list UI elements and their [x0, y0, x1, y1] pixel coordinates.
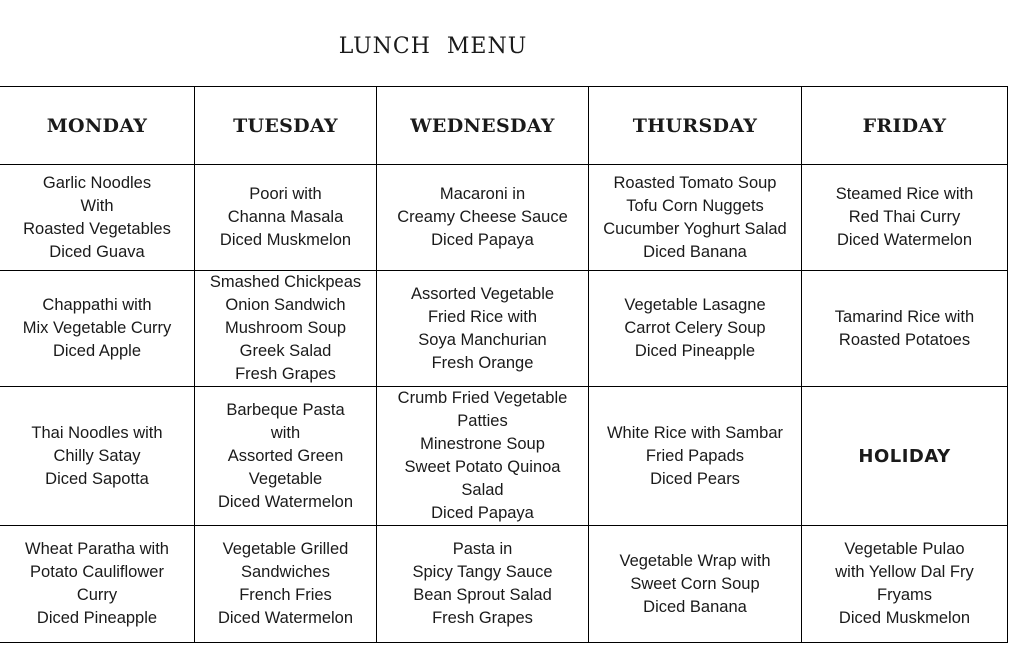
menu-item: Cucumber Yoghurt Salad: [603, 219, 787, 238]
menu-item: Roasted Potatoes: [838, 330, 971, 349]
menu-cell-friday: [802, 271, 1008, 387]
menu-cell-thursday: [589, 387, 802, 526]
menu-item: Creamy Cheese Sauce: [397, 208, 568, 226]
menu-item: Salad: [461, 481, 504, 499]
menu-item: With: [80, 196, 114, 215]
menu-item: Sandwiches: [241, 563, 330, 581]
menu-item: White Rice with Sambar: [606, 423, 784, 442]
menu-cell-tuesday: [195, 387, 377, 526]
menu-item: Roasted Vegetables: [23, 219, 171, 238]
menu-item: Vegetable: [248, 469, 323, 488]
menu-row: [0, 526, 1008, 643]
menu-item: Diced Guava: [49, 242, 145, 261]
menu-cell-thursday: [589, 271, 802, 387]
menu-item: Onion Sandwich: [225, 296, 346, 314]
day-header-wednesday: WEDNESDAY: [377, 87, 589, 165]
menu-item: Potato Cauliflower: [30, 563, 164, 581]
menu-item: Diced Pineapple: [634, 342, 756, 360]
menu-item: Tamarind Rice with: [834, 307, 975, 326]
menu-item: Diced Sapotta: [45, 469, 149, 488]
menu-item: Mushroom Soup: [224, 319, 347, 337]
menu-item: Fryams: [877, 586, 932, 604]
menu-item: Minestrone Soup: [420, 435, 545, 453]
menu-row: [0, 387, 1008, 526]
menu-cell-thursday: [589, 165, 802, 271]
menu-item: Pasta in: [452, 540, 513, 558]
menu-cell-friday: [802, 387, 1008, 526]
menu-item: Barbeque Pasta: [226, 400, 345, 419]
menu-item: Diced Pears: [650, 469, 740, 488]
menu-cell-wednesday: [377, 387, 589, 526]
menu-item: Diced Papaya: [431, 231, 534, 249]
menu-item: Poori with: [249, 185, 322, 203]
menu-item: Diced Muskmelon: [838, 609, 971, 627]
day-header-row: [0, 87, 1008, 165]
menu-item: Roasted Tomato Soup: [613, 173, 777, 192]
menu-item: Sweet Potato Quinoa: [404, 458, 561, 476]
menu-item: Smashed Chickpeas: [209, 273, 362, 291]
menu-item: Diced Watermelon: [217, 609, 354, 627]
menu-item: Diced Banana: [643, 597, 747, 616]
menu-item: Patties: [457, 412, 508, 430]
menu-item: Thai Noodles with: [31, 423, 163, 442]
menu-item: Diced Banana: [643, 242, 747, 261]
day-header-friday: FRIDAY: [802, 87, 1008, 165]
menu-cell-friday: [802, 165, 1008, 271]
menu-item: Diced Watermelon: [836, 231, 973, 249]
menu-item: Mix Vegetable Curry: [22, 319, 172, 337]
menu-item: Carrot Celery Soup: [624, 319, 766, 337]
menu-item: Fresh Grapes: [432, 609, 533, 627]
menu-item: Sweet Corn Soup: [630, 574, 760, 593]
menu-item: Tofu Corn Nuggets: [626, 196, 764, 215]
menu-item: Diced Watermelon: [217, 492, 354, 511]
menu-cell-tuesday: [195, 526, 377, 643]
menu-cell-monday: [0, 271, 195, 387]
menu-item: Vegetable Wrap with: [619, 551, 771, 570]
menu-item: Fresh Grapes: [235, 365, 336, 383]
menu-item: Diced Muskmelon: [219, 231, 352, 249]
menu-cell-tuesday: [195, 271, 377, 387]
menu-item: Diced Papaya: [431, 504, 534, 522]
menu-item: Macaroni in: [439, 185, 526, 203]
menu-item: Vegetable Grilled: [222, 540, 349, 558]
menu-item: Fresh Orange: [431, 353, 534, 372]
menu-item: Wheat Paratha with: [25, 540, 169, 558]
page-title: LUNCH MENU: [338, 34, 528, 59]
menu-item: Chappathi with: [42, 296, 152, 314]
menu-item: Vegetable Pulao: [844, 540, 965, 558]
lunch-menu-table: [0, 86, 1008, 643]
menu-cell-wednesday: [377, 165, 589, 271]
day-header-monday: MONDAY: [0, 87, 195, 165]
menu-item: Channa Masala: [227, 208, 344, 226]
menu-cell-wednesday: [377, 526, 589, 643]
menu-row: [0, 165, 1008, 271]
day-header-thursday: THURSDAY: [589, 87, 802, 165]
menu-item: Crumb Fried Vegetable: [397, 389, 568, 407]
menu-row: [0, 271, 1008, 387]
menu-item: Vegetable Lasagne: [624, 296, 766, 314]
menu-item: Fried Papads: [645, 446, 745, 465]
menu-cell-monday: [0, 526, 195, 643]
day-header-tuesday: TUESDAY: [195, 87, 377, 165]
menu-item: Diced Pineapple: [36, 609, 158, 627]
menu-item: Curry: [76, 586, 118, 604]
menu-item: Fried Rice with: [427, 307, 538, 326]
menu-item: with Yellow Dal Fry: [835, 563, 974, 581]
menu-cell-friday: [802, 526, 1008, 643]
menu-item: with: [270, 423, 301, 442]
menu-item: Steamed Rice with: [835, 185, 974, 203]
menu-item: Bean Sprout Salad: [413, 586, 552, 604]
menu-cell-tuesday: [195, 165, 377, 271]
menu-item: Red Thai Curry: [848, 208, 961, 226]
menu-item: Assorted Green: [227, 446, 344, 465]
menu-item: Garlic Noodles: [42, 173, 152, 192]
menu-item: French Fries: [239, 586, 332, 604]
menu-item: Soya Manchurian: [418, 330, 547, 349]
menu-cell-wednesday: [377, 271, 589, 387]
menu-cell-thursday: [589, 526, 802, 643]
holiday-label: HOLIDAY: [858, 445, 951, 467]
menu-item: Spicy Tangy Sauce: [412, 563, 553, 581]
menu-item: Diced Apple: [52, 342, 142, 360]
menu-item: Chilly Satay: [53, 446, 141, 465]
menu-item: Assorted Vegetable: [410, 284, 555, 303]
menu-item: Greek Salad: [239, 342, 332, 360]
menu-cell-monday: [0, 165, 195, 271]
menu-cell-monday: [0, 387, 195, 526]
